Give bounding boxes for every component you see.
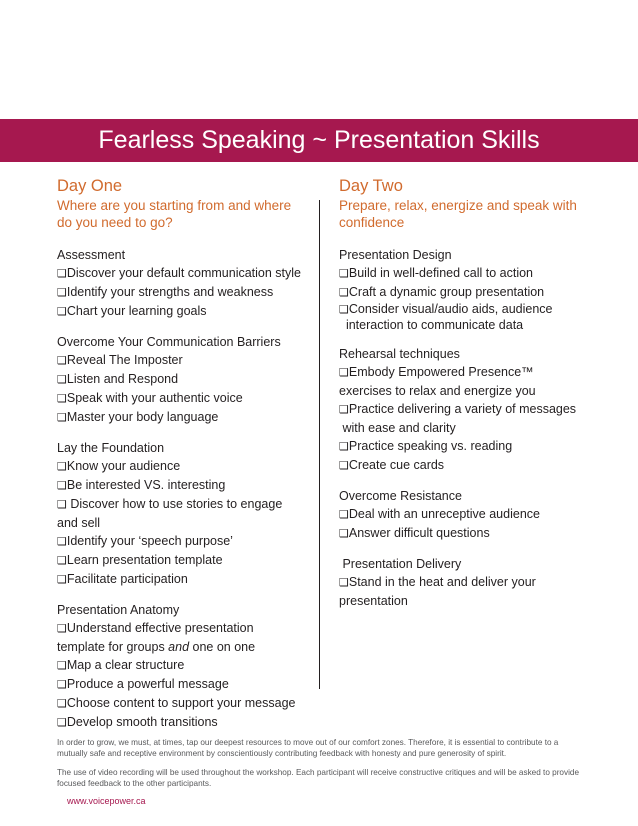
section-design <box>339 247 599 333</box>
page-title: Fearless Speaking ~ Presentation Skills <box>98 126 540 154</box>
checklist-item: ❑Map a clear structure <box>57 658 185 672</box>
checklist-item: ❑Learn presentation template <box>57 553 223 567</box>
checklist-item: ❑Consider visual/audio aids, audience <box>339 302 553 316</box>
checkbox-icon: ❑ <box>57 354 67 367</box>
website-url[interactable]: www.voicepower.ca <box>67 796 146 806</box>
day-one-title: Day One <box>57 177 123 195</box>
checklist-item: ❑Develop smooth transitions <box>57 715 218 729</box>
continuation-text: with ease and clarity <box>339 421 456 435</box>
section-barriers <box>57 334 312 427</box>
checklist-item: ❑Listen and Respond <box>57 372 179 386</box>
checkbox-icon: ❑ <box>57 479 67 492</box>
checklist-item: ❑Embody Empowered Presence™ <box>339 365 534 379</box>
checklist-item: ❑Know your audience <box>57 459 181 473</box>
checkbox-icon: ❑ <box>57 392 67 405</box>
section-foundation <box>57 440 312 589</box>
section-delivery <box>339 556 599 610</box>
section-heading: Presentation Delivery <box>339 557 462 571</box>
column-divider <box>319 200 320 689</box>
checkbox-icon: ❑ <box>57 373 67 386</box>
continuation-text: presentation <box>339 594 408 608</box>
checklist-item: ❑Understand effective presentation <box>57 621 254 635</box>
checkbox-icon: ❑ <box>339 403 349 416</box>
checklist-item: ❑Practice speaking vs. reading <box>339 439 513 453</box>
continuation-text: interaction to communicate data <box>339 318 524 332</box>
checkbox-icon: ❑ <box>339 366 349 379</box>
section-resistance <box>339 488 599 543</box>
checkbox-icon: ❑ <box>57 460 67 473</box>
checkbox-icon: ❑ <box>339 508 349 521</box>
checklist-item: ❑Identify your ‘speech purpose’ <box>57 534 233 548</box>
day-one-column <box>57 176 312 745</box>
checklist-item: ❑ Discover how to use stories to engage <box>57 497 283 511</box>
section-rehearsal <box>339 346 599 475</box>
section-anatomy <box>57 602 312 732</box>
checkbox-icon: ❑ <box>57 716 67 729</box>
checkbox-icon: ❑ <box>57 697 67 710</box>
checklist-item: ❑Facilitate participation <box>57 572 188 586</box>
checklist-item: ❑Choose content to support your message <box>57 696 296 710</box>
checklist-item: ❑Answer difficult questions <box>339 526 490 540</box>
checklist-item: ❑Chart your learning goals <box>57 304 207 318</box>
checkbox-icon: ❑ <box>57 535 67 548</box>
section-heading: Presentation Anatomy <box>57 603 180 617</box>
checkbox-icon: ❑ <box>57 305 67 318</box>
checkbox-icon: ❑ <box>57 554 67 567</box>
section-heading: Rehearsal techniques <box>339 347 460 361</box>
checkbox-icon: ❑ <box>57 498 67 511</box>
checklist-item: ❑Deal with an unreceptive audience <box>339 507 540 521</box>
day-two-column <box>339 176 599 623</box>
checkbox-icon: ❑ <box>339 576 349 589</box>
section-assessment <box>57 247 312 321</box>
checkbox-icon: ❑ <box>57 678 67 691</box>
checklist-item: ❑Build in well-defined call to action <box>339 266 534 280</box>
checklist-item: ❑Reveal The Imposter <box>57 353 183 367</box>
checkbox-icon: ❑ <box>57 622 67 635</box>
checklist-item: ❑Stand in the heat and deliver your <box>339 575 536 589</box>
day-two-subtitle: Prepare, relax, energize and speak with confidence <box>339 198 577 230</box>
checklist-item: ❑Produce a powerful message <box>57 677 229 691</box>
section-heading: Presentation Design <box>339 248 452 262</box>
checkbox-icon: ❑ <box>57 411 67 424</box>
checklist-item: ❑Identify your strengths and weakness <box>57 285 274 299</box>
checkbox-icon: ❑ <box>57 659 67 672</box>
footer-paragraph-1: In order to grow, we must, at times, tap our deepest resources to move out of our comfort zones. Therefore, it is essential to contribute to a mutually safe and receptive environment by conscientiously contributing feedback with honesty and pure generosity of spirit. <box>57 738 559 758</box>
checklist-item: ❑Practice delivering a variety of messages <box>339 402 577 416</box>
continuation-text: exercises to relax and energize you <box>339 384 536 398</box>
day-one-subtitle: Where are you starting from and where do you need to go? <box>57 198 292 230</box>
day-two-title: Day Two <box>339 177 403 195</box>
checkbox-icon: ❑ <box>339 286 349 299</box>
footer-paragraph-2: The use of video recording will be used throughout the workshop. Each participant will receive constructive critiques and will be asked to provide focused feedback to the other participants. <box>57 768 580 788</box>
checklist-item: ❑Create cue cards <box>339 458 445 472</box>
section-heading: Lay the Foundation <box>57 441 165 455</box>
checkbox-icon: ❑ <box>57 573 67 586</box>
checkbox-icon: ❑ <box>339 267 349 280</box>
section-heading: Overcome Your Communication Barriers <box>57 335 281 349</box>
checklist-item: ❑Master your body language <box>57 410 219 424</box>
checklist-item: ❑Speak with your authentic voice <box>57 391 243 405</box>
continuation-text: template for groups and one on one <box>57 640 256 654</box>
section-heading: Overcome Resistance <box>339 489 462 503</box>
checklist-item: ❑Craft a dynamic group presentation <box>339 285 545 299</box>
checklist-item: ❑Discover your default communication style <box>57 266 301 280</box>
continuation-text: and sell <box>57 516 101 530</box>
checkbox-icon: ❑ <box>339 459 349 472</box>
checkbox-icon: ❑ <box>339 303 349 316</box>
title-banner <box>0 119 638 162</box>
section-heading: Assessment <box>57 248 126 262</box>
checkbox-icon: ❑ <box>57 286 67 299</box>
checkbox-icon: ❑ <box>339 440 349 453</box>
checklist-item: ❑Be interested VS. interesting <box>57 478 226 492</box>
checkbox-icon: ❑ <box>57 267 67 280</box>
checkbox-icon: ❑ <box>339 527 349 540</box>
